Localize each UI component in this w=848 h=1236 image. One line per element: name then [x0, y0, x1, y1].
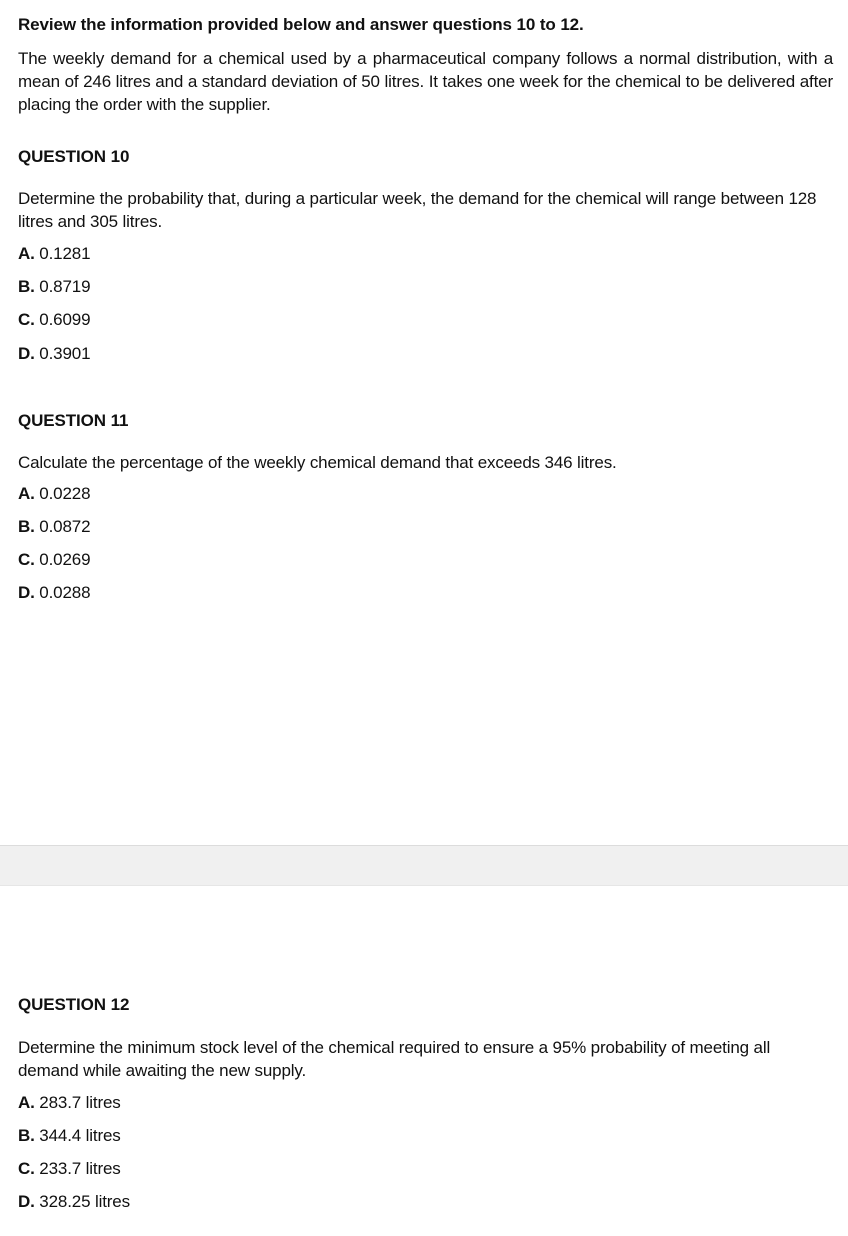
option-letter: D. [18, 344, 35, 363]
option-value: 0.0228 [39, 484, 91, 503]
page-break [0, 845, 848, 886]
question-10-text: Determine the probability that, during a particular week, the demand for the chemical will range between 128 litres and 305 litres. [18, 189, 817, 231]
question-10-option-d [18, 343, 90, 365]
option-letter: A. [18, 484, 35, 503]
option-value: 0.3901 [39, 344, 91, 363]
option-letter: B. [18, 517, 35, 536]
option-letter: D. [18, 583, 35, 602]
question-10-option-b [18, 276, 90, 298]
option-letter: B. [18, 1126, 35, 1145]
option-letter: A. [18, 244, 35, 263]
option-letter: C. [18, 1159, 35, 1178]
option-letter: B. [18, 277, 35, 296]
intro-heading: Review the information provided below and answer questions 10 to 12. [18, 15, 584, 34]
option-value: 0.1281 [39, 244, 91, 263]
question-12-option-d [18, 1191, 130, 1213]
option-value: 344.4 litres [39, 1126, 121, 1145]
option-letter: D. [18, 1192, 35, 1211]
intro-paragraph: The weekly demand for a chemical used by a pharmaceutical company follows a normal distribution, with a mean of 246 litres and a standard deviation of 50 litres. It takes one week for the chemical to be delivered after placing the order with the supplier. [18, 49, 833, 114]
option-letter: C. [18, 550, 35, 569]
option-letter: A. [18, 1093, 35, 1112]
option-value: 328.25 litres [39, 1192, 130, 1211]
question-12-text: Determine the minimum stock level of the chemical required to ensure a 95% probability of meeting all demand while awaiting the new supply. [18, 1038, 771, 1080]
question-10-title: QUESTION 10 [18, 147, 130, 166]
question-10-option-a [18, 243, 90, 265]
question-11-option-d [18, 582, 90, 604]
question-11-option-c [18, 549, 90, 571]
question-11-text: Calculate the percentage of the weekly chemical demand that exceeds 346 litres. [18, 453, 617, 472]
option-value: 0.6099 [39, 310, 91, 329]
question-11-option-b [18, 516, 90, 538]
option-letter: C. [18, 310, 35, 329]
question-12-option-c [18, 1158, 121, 1180]
question-12-title: QUESTION 12 [18, 995, 130, 1014]
question-11-option-a [18, 483, 90, 505]
option-value: 0.0288 [39, 583, 91, 602]
question-12-option-b [18, 1125, 121, 1147]
option-value: 0.0269 [39, 550, 91, 569]
option-value: 0.0872 [39, 517, 91, 536]
option-value: 283.7 litres [39, 1093, 121, 1112]
option-value: 233.7 litres [39, 1159, 121, 1178]
question-12-option-a [18, 1092, 121, 1114]
question-10-option-c [18, 309, 90, 331]
option-value: 0.8719 [39, 277, 91, 296]
question-11-title: QUESTION 11 [18, 411, 129, 430]
